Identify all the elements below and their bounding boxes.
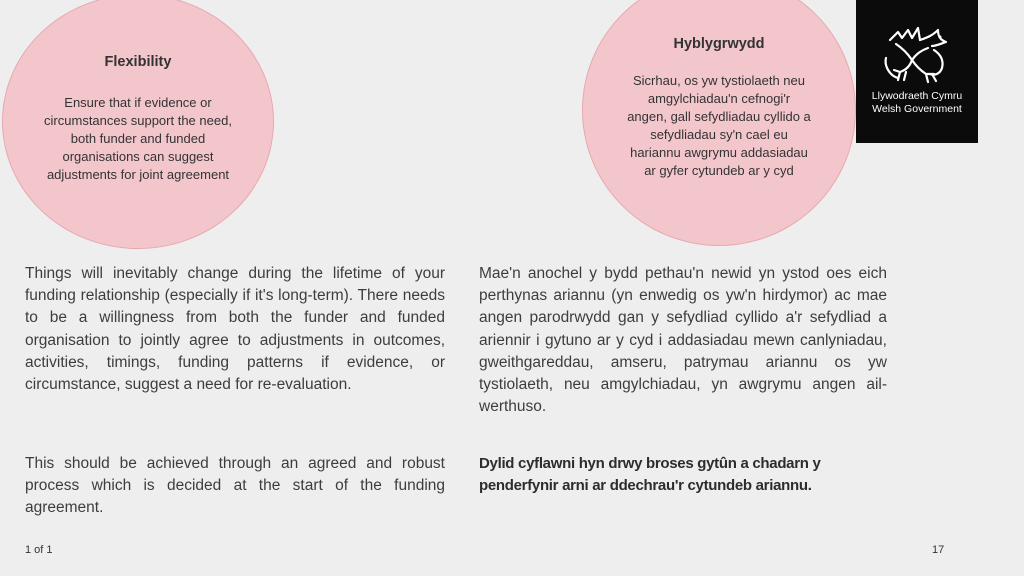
welsh-dragon-icon [882, 24, 952, 86]
english-paragraph-change: Things will inevitably change during the lifetime of your funding relationship (especially if it's long-term). There needs to be a willingness from both the funder and funded organisation to jointly agree to adjustments in outcomes, activities, timings, funding patterns if evidence, or circumstance, suggest a need for re-evaluation. [25, 265, 445, 394]
logo-text-english: Welsh Government [872, 103, 962, 115]
hyblygrwydd-circle [582, 0, 856, 246]
slide-number: 17 [932, 544, 945, 556]
circle-body-hyblygrwydd: Sicrhau, os yw tystiolaeth neu amgylchiadau'n cefnogi'r angen, gall sefydliadau cyllido a sefydliadau sy'n cael eu hariannu awgrymu addasiadau ar gyfer cytundeb ar y cyd [627, 73, 811, 178]
welsh-paragraph-change: Mae'n anochel y bydd pethau'n newid yn ystod oes eich perthynas ariannu (yn enwedig os yw'n hirdymor) ac mae angen parodrwydd gan y sefydliad cyllido a'r sefydliad a ariennir i gytuno ar y cyd i addasiadau mewn canlyniadau, gweithgareddau, amseru, patrymau ariannu os yw tystiolaeth, neu amgylchiadau, yn awgrymu angen ail-werthuso. [479, 265, 887, 416]
welsh-paragraph-process: Dylid cyflawni hyn drwy broses gytûn a chadarn y penderfynir arni ar ddechrau'r cytundeb ariannu. [479, 455, 821, 494]
logo-text-welsh: Llywodraeth Cymru [871, 90, 963, 102]
english-paragraph-process: This should be achieved through an agreed and robust process which is decided at the start of the funding agreement. [25, 455, 445, 517]
circle-body-flexibility: Ensure that if evidence or circumstances support the need, both funder and funded organisations can suggest adjustments for joint agreement [44, 95, 232, 182]
page-count: 1 of 1 [25, 544, 53, 556]
circle-title-flexibility: Flexibility [104, 54, 172, 70]
flexibility-circle [2, 0, 274, 249]
circle-title-hyblygrwydd: Hyblygrwydd [673, 36, 765, 52]
welsh-government-logo [856, 0, 978, 143]
